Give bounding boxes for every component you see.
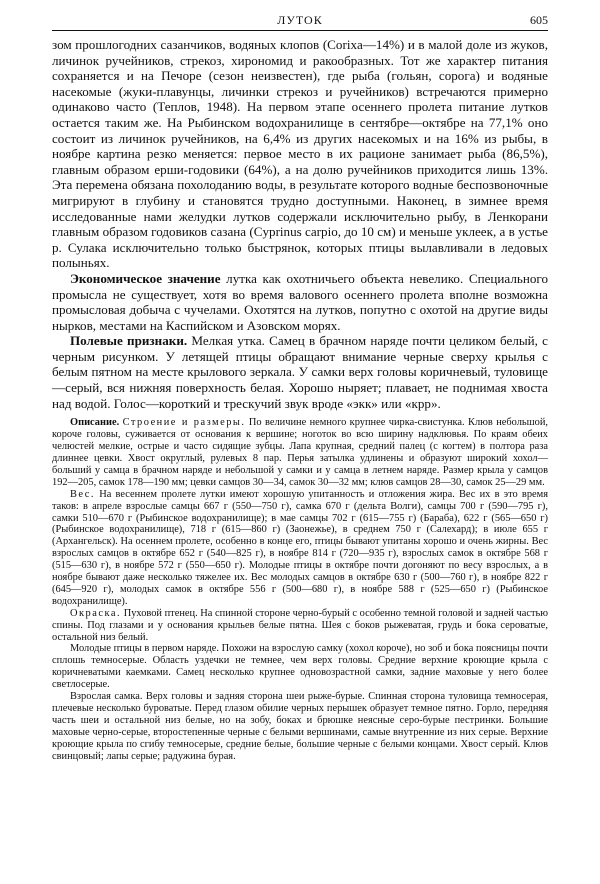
running-title: ЛУТОК (277, 13, 323, 27)
paragraph-economic (52, 271, 548, 333)
structure-text: По величине немного крупнее чирка-свистунка. Клюв небольшой, короче головы, суживается от основания к вершине; ноготок во всю ширину надклювья. По краям обеих челюстей мелкие, острые и часто сидящие зубцы. Лапа крупная, средний палец (с когтем) в полтора раза длиннее цевки. Хвост округлый, рулевых 8 пар. Перья затылка удлинены и образуют широкий хохол—больший у самца в брачном наряде и небольшой у самки и у самца в летнем наряде. Размер крыла у самцов 192—205, самок 178—190 мм; цевки самцов 30—34, самок 30—32 мм; клюв самцов 28—30, самок 25—29 мм. (52, 417, 548, 488)
coloration-text: Пуховой птенец. На спинной стороне черно-бурый с особенно темной головой и задней частью спины. Под глазами и у основания крыльев белые пятна. Шея с боков рыжеватая, грудь и бока сероватые, остальной низ белый. (52, 607, 548, 643)
weight-text: На весеннем пролете лутки имеют хорошую упитанность и отложения жира. Вес их в это время таков: в апреле взрослые самцы 667 г (550—750 г), самка 670 г (дельта Волги), самцы 700 г (590—795 г), самки 510—670 г (Рыбинское водохранилище); в мае самцы 702 г (615—755 г) (Барабa), 622 г (565—650 г) (Рыбинское водохранилище), 718 г (615—860 г) (Заонежье), в среднем 750 г (Салехард); в июле 655 г (Архангельск). На осеннем пролете, особенно в конце его, птицы бывают упитаны хорошо и очень жирны. Вес взрослых самцов в октябре 652 г (540—825 г), в ноябре 814 г (720—935 г), взрослых самок в октябре 568 г (515—630 г), в ноябре 572 г (550—650 г). Молодые птицы в октябре почти догоняют по весу взрослых, а в ноябре бывают даже несколько тяжелее их. Вес молодых самцов в октябре 630 г (500—760 г), в ноябре 822 г (645—920 г), молодых самок в октябре 556 г (500—680 г), в ноябре 588 г (525—650 г) (Рыбинское водохранилище). (52, 488, 548, 607)
economic-text: лутка как охотничьего объекта невелико. Специального промысла не существует, хотя во время валового осеннего пролета вполне возможна промысловая добыча с чучелами. Охотятся на лутков, попутно с охотой на другие виды нырков, местами на Каспийском и Азовском морях. (52, 270, 548, 333)
document-page (52, 10, 548, 763)
paragraph-juveniles: Молодые птицы в первом наряде. Похожи на взрослую самку (хохол короче), но зоб и бока поясницы почти сплошь темносерые. Область уздечки не темнее, чем верх головы. Средние верхние кроющие крыла с коричневатыми каемками. Самец несколько крупнее одновозрастной самки, задние маховые у него более светлосерые. (52, 643, 548, 691)
paragraph-structure (52, 417, 548, 488)
description-section (52, 417, 548, 762)
paragraph-coloration (52, 608, 548, 644)
paragraph-field-marks (52, 333, 548, 411)
paragraph-weight (52, 489, 548, 608)
paragraph-adult-female: Взрослая самка. Верх головы и задняя сторона шеи рыже-бурые. Спинная сторона туловища темносерая, плечевые несколько буроватые. Перед глазом обилие черных перышек образует темное пятно. Горло, передняя часть шеи и остальной низ белые, но на зобу, боках и брюшке неясные серо-бурые пестринки. Большие маховые черно-серые, второстепенные черные с белыми вершинами, самые внутренние из них серые. Верхние кроющие крыла по сгибу темносерые, средние белые, большие черные с белыми концами. Хвост серый. Клюв свинцовый; лапы серые; радужина бурая. (52, 691, 548, 762)
field-marks-text: Мелкая утка. Самец в брачном наряде почти целиком белый, с черным рисунком. У летящей птицы обращают внимание черные сверху крылья с белым пятном на месте крылового зеркала. У самки верх головы коричневый, туловище—серый, вся нижняя поверхность белая. Хорошо ныряет; плавает, не поднимая хвоста над водой. Голос—короткий и трескучий звук вроде «экк» или «крр». (52, 333, 548, 411)
description-heading: Описание. (70, 417, 120, 429)
page-number: 605 (530, 13, 548, 27)
page-header (52, 10, 548, 31)
paragraph-diet: зом прошлогодних сазанчиков, водяных клопов (Corixa—14%) и в малой доле из жуков, личинок ручейников, стрекоз, хирономид и ракообразных. Тот же характер питания сохраняется и на Печоре (сезон неизвестен), где рыба (гольян, сорога) и водяные насекомые (жуки-плавунцы, личинки стрекоз и ручейников) встречаются примерно одинаково часто (Теплов, 1948). На первом этапе осеннего пролета питание лутков остается таким же. На Рыбинском водохранилище в сентябре—октябре на 77,1% оно состоит из личинок ручейников, на 6,4% из других насекомых и на 16% из рыбы, в ноябре картина резко меняется: первое место в их рационе занимает рыба (86,5%), главным образом ерши-годовики (64%), а на долю ручейников приходится лишь 13%. Эта перемена обязана похолоданию воды, в результате которого водные беспозвоночные мигрируют в глубину и становятся трудно доступными. Наконец, в зимнее время исследованные нами желудки лутков содержали исключительно рыбу, в Ленкорани главным образом годовиков сазана (Cyprinus carpio, до 10 см) и меньше уклеек, а в устье р. Сулака исключительно только быстрянок, которых птицы вылавливали в ледовых полыньях. (52, 37, 548, 271)
field-marks-heading: Полевые признаки. (70, 333, 188, 349)
economic-heading: Экономическое значение (70, 270, 221, 286)
structure-heading: Строение и размеры. (122, 417, 246, 429)
weight-heading: Вес. (70, 488, 96, 500)
coloration-heading: Окраска. (70, 607, 122, 619)
main-text (52, 37, 548, 411)
